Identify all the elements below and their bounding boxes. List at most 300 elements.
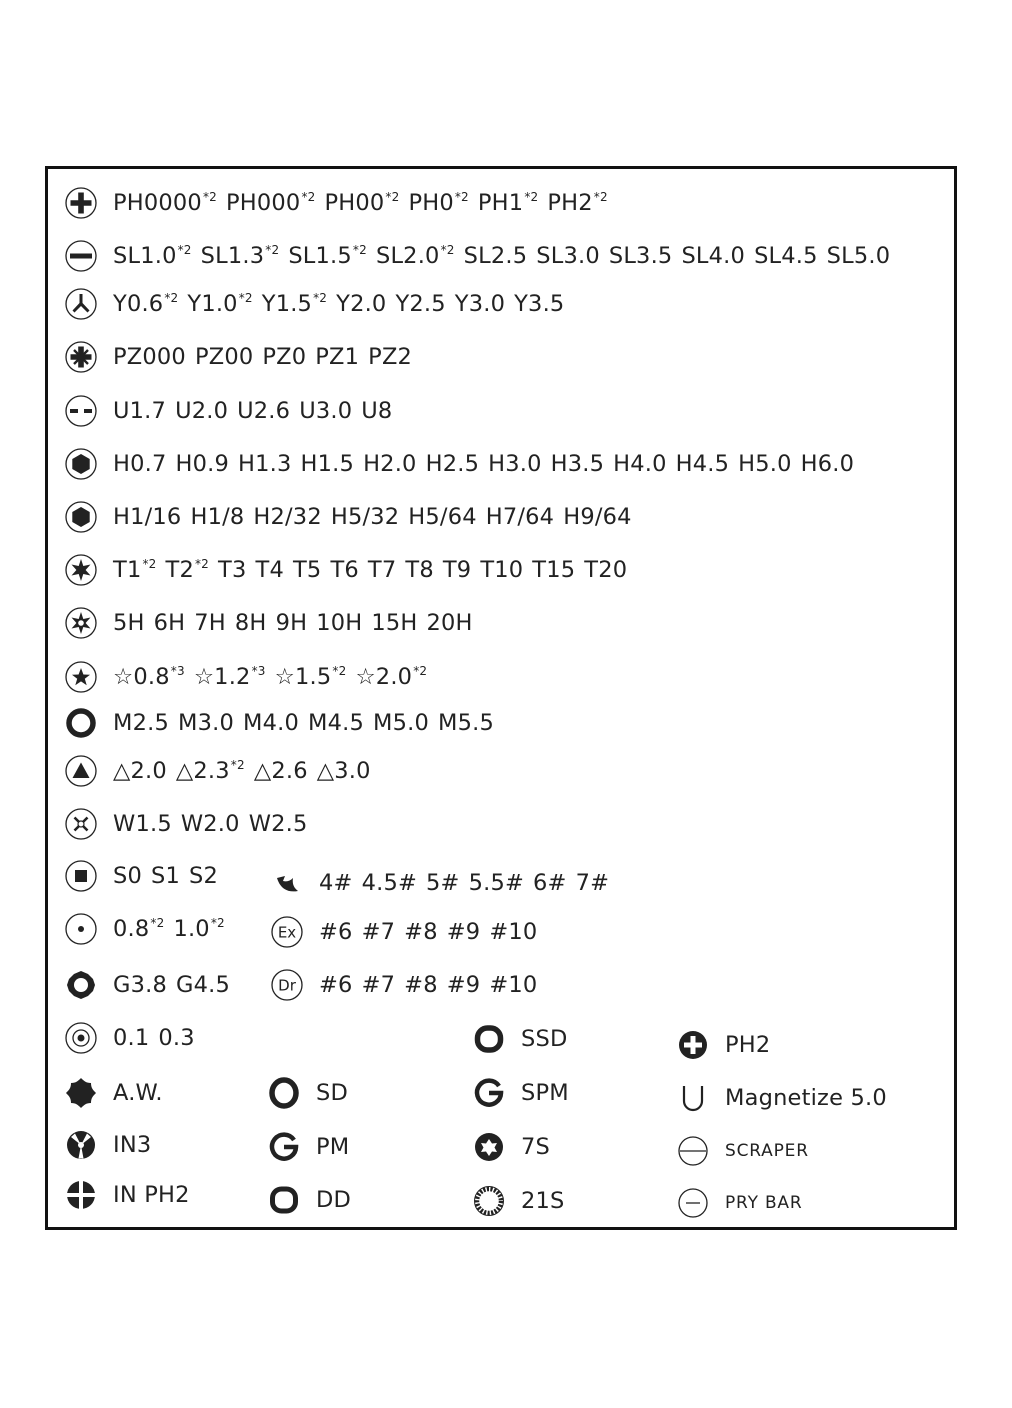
size-token (319, 919, 353, 945)
size-list (319, 870, 609, 896)
size-value: M3.0 (178, 710, 234, 736)
size-token (331, 504, 399, 530)
size-token (368, 344, 412, 370)
size-value: T9 (442, 557, 472, 583)
size-token (489, 972, 537, 998)
size-token (276, 610, 308, 636)
size-token (113, 243, 192, 269)
w-cross-icon (64, 807, 98, 841)
size-value: H5.0 (738, 451, 792, 477)
size-token (154, 610, 186, 636)
size-token (235, 610, 267, 636)
size-value: PH2 (547, 190, 593, 216)
pry-bar-icon (676, 1186, 710, 1220)
size-token (113, 451, 167, 477)
grid-label: 7S (521, 1134, 550, 1160)
size-value: △2.0 (113, 758, 167, 784)
size-token (181, 811, 240, 837)
size-value: U2.0 (175, 398, 229, 424)
size-token (243, 710, 299, 736)
size-list (113, 451, 854, 477)
size-value: H3.0 (488, 451, 542, 477)
bit-row-drill (270, 968, 537, 1002)
size-token (166, 557, 210, 583)
grid-label: SPM (521, 1080, 569, 1106)
size-value: 0.3 (158, 1025, 195, 1051)
magnet-icon (676, 1081, 710, 1115)
size-token (173, 916, 224, 942)
quantity-mark: *2 (194, 557, 210, 571)
size-token (262, 344, 306, 370)
size-list (113, 344, 412, 370)
size-token (176, 972, 230, 998)
size-token (151, 863, 180, 889)
size-token (447, 972, 481, 998)
size-token (438, 710, 494, 736)
size-token (113, 291, 178, 317)
size-value: ☆0.8 (113, 664, 170, 690)
size-token (676, 451, 730, 477)
size-list (113, 758, 371, 784)
size-value: Y0.6 (113, 291, 164, 317)
triangle-icon (64, 754, 98, 788)
size-token (801, 451, 855, 477)
size-value: M2.5 (113, 710, 169, 736)
size-token (408, 504, 476, 530)
size-token (469, 870, 524, 896)
size-value: W1.5 (113, 811, 172, 837)
size-token (455, 291, 505, 317)
sd-icon (267, 1076, 301, 1110)
size-value: H2/32 (253, 504, 322, 530)
size-list (113, 190, 608, 216)
size-value: △2.6 (253, 758, 308, 784)
size-token (738, 451, 792, 477)
size-token (330, 557, 358, 583)
size-value: PH0000 (113, 190, 202, 216)
size-value: U2.6 (237, 398, 291, 424)
size-value: #6 (319, 919, 353, 945)
quantity-mark: *2 (177, 243, 192, 257)
size-list (113, 243, 890, 269)
bit-row-u-type (64, 394, 392, 428)
size-list (113, 504, 632, 530)
bit-row-point (64, 912, 225, 946)
bit-pry-bar (676, 1186, 802, 1220)
size-token (532, 557, 575, 583)
size-value: H1/8 (190, 504, 245, 530)
bit-magnetizer (676, 1081, 887, 1115)
drill-badge: Dr (278, 976, 296, 995)
bit-row-square (64, 859, 218, 893)
size-token (376, 243, 455, 269)
size-value: H2.0 (363, 451, 417, 477)
size-token (237, 398, 290, 424)
size-value: 4# (319, 870, 353, 896)
hex-inch-icon (64, 500, 98, 534)
bit-row-pozidriv (64, 340, 412, 374)
size-token (113, 1025, 149, 1051)
size-value: #6 (319, 972, 353, 998)
bit-list-frame (45, 166, 957, 1230)
size-token (113, 610, 145, 636)
size-token (253, 504, 321, 530)
size-token (299, 398, 352, 424)
bit-row-hex-metric (64, 447, 854, 481)
size-value: 5.5# (468, 870, 525, 896)
size-value: △2.3 (175, 758, 230, 784)
size-value: 6# (533, 870, 567, 896)
size-value: SL2.0 (375, 243, 440, 269)
size-value: PH000 (226, 190, 301, 216)
size-token (176, 758, 245, 784)
u-type-icon (64, 394, 98, 428)
size-token (113, 758, 167, 784)
size-value: PZ1 (315, 344, 360, 370)
bit-row-pentalobe (64, 660, 427, 694)
size-token (488, 451, 542, 477)
bit-row-hex-inch (64, 500, 632, 534)
size-token (190, 504, 244, 530)
size-value: SL1.5 (288, 243, 352, 269)
size-value: U3.0 (299, 398, 353, 424)
size-token (218, 557, 246, 583)
size-value: 10H (316, 610, 363, 636)
quantity-mark: *2 (593, 190, 608, 204)
size-token (408, 190, 468, 216)
size-token (464, 243, 528, 269)
size-token (113, 504, 181, 530)
size-value: SL2.5 (463, 243, 528, 269)
size-token (754, 243, 818, 269)
bit-row-phillips (64, 186, 608, 220)
size-value: PH1 (477, 190, 524, 216)
size-value: W2.0 (180, 811, 240, 837)
size-value: 5H (113, 610, 145, 636)
grid-label: SD (316, 1080, 349, 1106)
size-token (426, 870, 460, 896)
size-token (187, 291, 252, 317)
size-token (301, 451, 355, 477)
pm-icon (267, 1130, 301, 1164)
in-ph2-icon (64, 1178, 98, 1212)
size-list (113, 291, 564, 317)
bit-sd (267, 1076, 348, 1110)
size-value: T4 (255, 557, 284, 583)
quantity-mark: *2 (385, 190, 400, 204)
bit-row-extractor (270, 915, 537, 949)
size-value: T15 (532, 557, 576, 583)
grid-label: SCRAPER (725, 1141, 809, 1161)
size-value: PH00 (324, 190, 385, 216)
quantity-mark: *2 (210, 916, 225, 930)
size-value: U8 (361, 398, 393, 424)
size-token (324, 190, 399, 216)
size-value: H1.3 (238, 451, 292, 477)
size-token (249, 811, 308, 837)
size-value: #9 (446, 919, 481, 945)
size-token (373, 710, 429, 736)
size-value: #9 (446, 972, 481, 998)
size-value: #8 (404, 919, 438, 945)
size-list (113, 916, 225, 942)
size-value: 4.5# (361, 870, 418, 896)
bit-row-w-cross (64, 807, 308, 841)
size-token (395, 291, 445, 317)
grid-label: SSD (521, 1026, 568, 1052)
size-value: T2 (165, 557, 194, 583)
size-token (609, 243, 673, 269)
bit-row-slotted (64, 239, 890, 273)
size-token (547, 190, 607, 216)
m-ring-icon (64, 706, 98, 740)
size-token (238, 451, 292, 477)
size-value: H5/32 (330, 504, 400, 530)
bit-spm (472, 1076, 569, 1110)
size-token (533, 870, 567, 896)
in3-icon (64, 1128, 98, 1162)
pozidriv-icon (64, 340, 98, 374)
size-list (319, 919, 537, 945)
ph2-icon (676, 1028, 710, 1062)
size-token (113, 710, 169, 736)
grid-label: Magnetize 5.0 (725, 1085, 887, 1111)
size-token (584, 557, 627, 583)
size-value: H9/64 (563, 504, 632, 530)
size-value: T7 (367, 557, 397, 583)
size-token (308, 710, 364, 736)
size-value: PH0 (408, 190, 454, 216)
size-value: 7# (575, 870, 610, 896)
size-value: SL1.3 (200, 243, 265, 269)
size-value: Y2.5 (395, 291, 446, 317)
size-token (486, 504, 554, 530)
size-token (158, 1025, 194, 1051)
size-value: 1.0 (173, 916, 210, 942)
size-token (514, 291, 564, 317)
bit-row-triangle (64, 754, 371, 788)
size-value: 0.8 (113, 916, 150, 942)
size-value: ☆2.0 (355, 664, 413, 690)
size-value: T3 (218, 557, 247, 583)
grid-label: 21S (521, 1188, 565, 1214)
size-value: PZ000 (113, 344, 186, 370)
size-token (489, 919, 537, 945)
size-token (113, 557, 157, 583)
size-token (368, 557, 396, 583)
quantity-mark: *2 (352, 243, 367, 257)
size-value: H0.7 (113, 451, 167, 477)
size-value: 6H (153, 610, 186, 636)
size-value: 9H (275, 610, 308, 636)
fine-point-icon (64, 1021, 98, 1055)
size-value: SL5.0 (826, 243, 891, 269)
quantity-mark: *2 (238, 291, 253, 305)
size-token (288, 243, 367, 269)
size-list (113, 610, 473, 636)
phillips-icon (64, 186, 98, 220)
size-token (371, 610, 417, 636)
quantity-mark: *2 (454, 190, 469, 204)
bit-scraper (676, 1134, 809, 1168)
bit-pm (267, 1130, 349, 1164)
size-token (316, 610, 362, 636)
size-value: SL4.0 (681, 243, 746, 269)
size-value: SL3.5 (608, 243, 673, 269)
size-token (113, 190, 217, 216)
size-token (113, 398, 166, 424)
bit-row-gear (64, 968, 230, 1002)
size-token (113, 811, 172, 837)
quantity-mark: *3 (251, 664, 266, 678)
size-value: 8H (234, 610, 267, 636)
quantity-mark: *2 (440, 243, 455, 257)
size-token (362, 870, 417, 896)
size-list (113, 664, 427, 690)
bit-21s (472, 1184, 565, 1218)
quantity-mark: *2 (202, 190, 217, 204)
size-value: ☆1.2 (193, 664, 251, 690)
torx-security-icon (64, 606, 98, 640)
extractor-badge: Ex (277, 923, 297, 942)
point-icon (64, 912, 98, 946)
bit-dd (267, 1183, 351, 1217)
ssd-icon (472, 1022, 506, 1056)
scraper-icon (676, 1134, 710, 1168)
size-value: M5.0 (373, 710, 429, 736)
size-token (256, 557, 284, 583)
size-list (113, 811, 308, 837)
size-token (315, 344, 359, 370)
grid-label: A.W. (113, 1080, 163, 1106)
size-value: Y3.5 (514, 291, 565, 317)
quantity-mark: *2 (265, 243, 280, 257)
7s-icon (472, 1130, 506, 1164)
size-value: T20 (584, 557, 628, 583)
size-token (576, 870, 610, 896)
size-value: Y1.0 (187, 291, 238, 317)
bit-row-torx (64, 553, 627, 587)
size-value: 7H (194, 610, 226, 636)
size-token (362, 919, 396, 945)
size-token (563, 504, 631, 530)
size-value: W2.5 (248, 811, 308, 837)
pentalobe-icon (64, 660, 98, 694)
size-value: H6.0 (800, 451, 855, 477)
size-value: SL1.0 (113, 243, 177, 269)
size-value: Y1.5 (261, 291, 313, 317)
size-value: 20H (426, 610, 473, 636)
size-token (189, 863, 218, 889)
quantity-mark: *2 (313, 291, 328, 305)
size-token (113, 972, 167, 998)
size-value: 0.1 (113, 1025, 150, 1051)
size-value: U1.7 (113, 398, 167, 424)
size-value: S1 (151, 863, 180, 889)
size-token (195, 344, 253, 370)
grid-label: PM (316, 1134, 350, 1160)
size-token (404, 919, 438, 945)
aw-icon (64, 1076, 98, 1110)
size-value: H5/64 (408, 504, 477, 530)
size-token (319, 870, 353, 896)
torx-icon (64, 553, 98, 587)
size-list (113, 557, 627, 583)
size-value: T10 (480, 557, 524, 583)
size-token (194, 610, 226, 636)
size-value: H4.0 (613, 451, 667, 477)
size-value: SL4.5 (754, 243, 818, 269)
size-list (113, 398, 392, 424)
bit-row-tri-wing (64, 287, 564, 321)
size-value: M4.5 (308, 710, 364, 736)
size-token (113, 344, 186, 370)
size-token (480, 557, 523, 583)
bit-row-torx-security (64, 606, 473, 640)
size-token (113, 664, 185, 690)
size-token (178, 710, 234, 736)
size-token (681, 243, 745, 269)
size-token (363, 451, 417, 477)
bit-ph2 (676, 1028, 770, 1062)
size-token (254, 758, 308, 784)
size-value: H1.5 (300, 451, 355, 477)
size-token (613, 451, 667, 477)
size-value: M5.5 (438, 710, 494, 736)
size-value: PZ00 (194, 344, 254, 370)
size-token (355, 664, 427, 690)
size-token (551, 451, 605, 477)
size-token (426, 451, 480, 477)
quantity-mark: *2 (230, 758, 245, 772)
grid-label: IN PH2 (113, 1182, 190, 1208)
size-token (405, 557, 433, 583)
bit-ssd (472, 1022, 568, 1056)
quantity-mark: *2 (164, 291, 179, 305)
size-token (275, 664, 347, 690)
size-value: G3.8 (113, 972, 168, 998)
size-value: T1 (113, 557, 142, 583)
size-token (478, 190, 538, 216)
gear-icon (64, 968, 98, 1002)
size-value: M4.0 (243, 710, 299, 736)
hex-metric-icon (64, 447, 98, 481)
size-value: H0.9 (175, 451, 230, 477)
grid-label: PH2 (725, 1032, 771, 1058)
grid-label: DD (316, 1187, 352, 1213)
quantity-mark: *3 (170, 664, 185, 678)
size-token (194, 664, 266, 690)
size-token (262, 291, 327, 317)
tri-wing-y-icon (64, 287, 98, 321)
slotted-icon (64, 239, 98, 273)
size-value: T8 (405, 557, 434, 583)
size-token (175, 398, 228, 424)
size-value: #7 (361, 919, 396, 945)
grid-label: PRY BAR (725, 1193, 803, 1213)
grid-label: IN3 (113, 1132, 152, 1158)
size-value: S2 (189, 863, 218, 889)
size-value: H2.5 (425, 451, 480, 477)
size-value: #10 (489, 972, 538, 998)
extractor-icon (270, 915, 304, 949)
size-token (113, 916, 164, 942)
size-token (361, 398, 392, 424)
size-list (113, 863, 218, 889)
size-token (827, 243, 891, 269)
quantity-mark: *2 (150, 916, 165, 930)
size-token (176, 451, 230, 477)
